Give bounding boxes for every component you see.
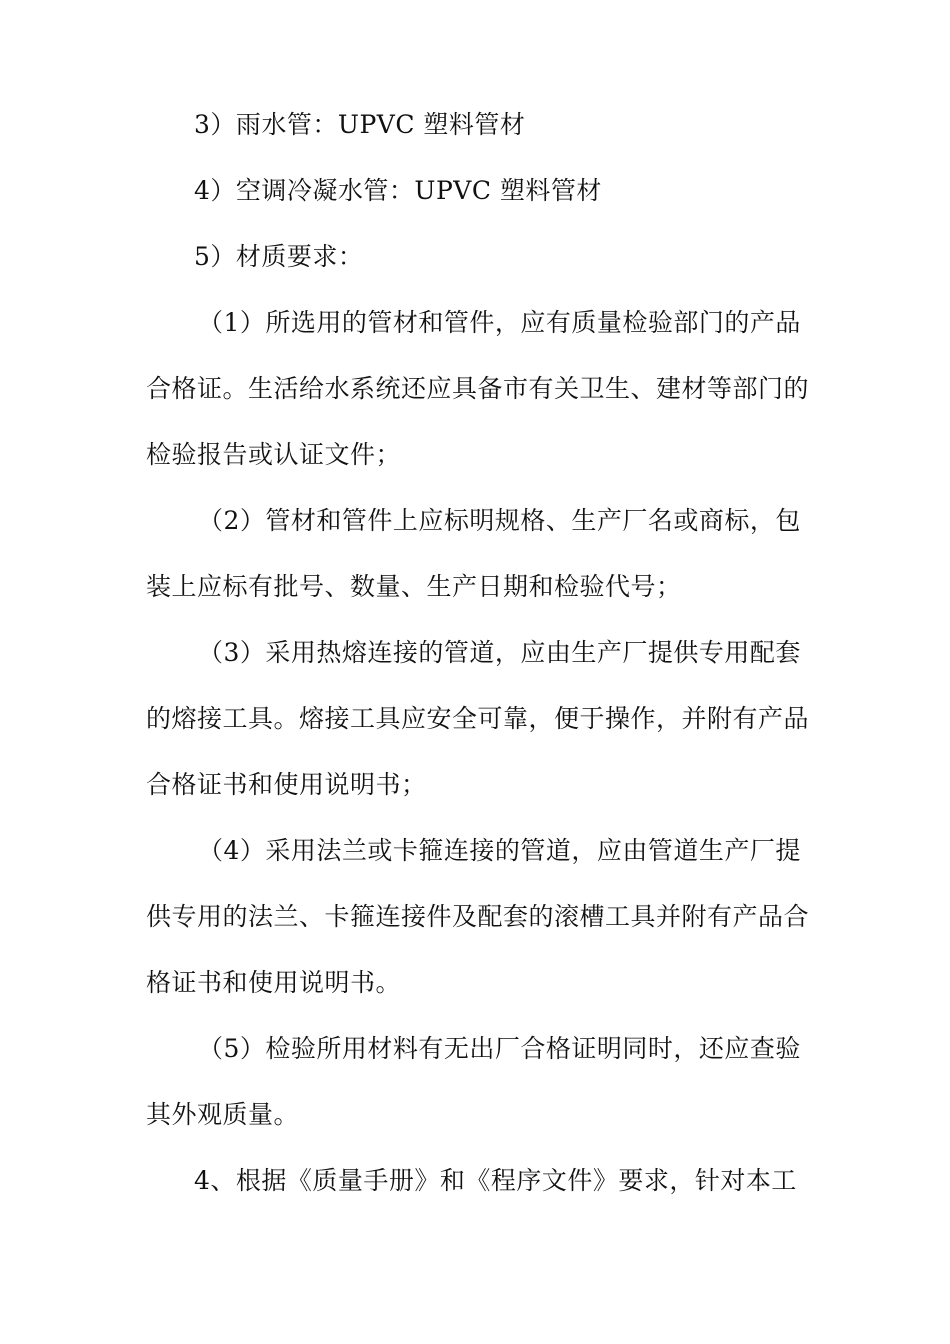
text-line: 合格证。生活给水系统还应具备市有关卫生、建材等部门的 <box>146 374 810 403</box>
text-line: （1）所选用的管材和管件，应有质量检验部门的产品 <box>198 308 801 337</box>
text-line: （4）采用法兰或卡箍连接的管道，应由管道生产厂提 <box>198 836 801 865</box>
text-line: 合格证书和使用说明书； <box>146 770 427 799</box>
text-line: 其外观质量。 <box>146 1100 300 1129</box>
text-line: 5）材质要求： <box>194 242 364 271</box>
text-line: 3）雨水管：UPVC 塑料管材 <box>194 110 526 139</box>
text-line: 4）空调冷凝水管：UPVC 塑料管材 <box>194 176 602 205</box>
text-line: 格证书和使用说明书。 <box>146 968 402 997</box>
text-line: 的熔接工具。熔接工具应安全可靠，便于操作，并附有产品 <box>146 704 810 733</box>
text-line: （2）管材和管件上应标明规格、生产厂名或商标，包 <box>198 506 801 535</box>
text-line: （3）采用热熔连接的管道，应由生产厂提供专用配套 <box>198 638 801 667</box>
text-line: （5）检验所用材料有无出厂合格证明同时，还应查验 <box>198 1034 801 1063</box>
text-line: 4、根据《质量手册》和《程序文件》要求，针对本工 <box>194 1166 797 1195</box>
text-line: 检验报告或认证文件； <box>146 440 402 469</box>
text-line: 装上应标有批号、数量、生产日期和检验代号； <box>146 572 682 601</box>
text-line: 供专用的法兰、卡箍连接件及配套的滚槽工具并附有产品合 <box>146 902 810 931</box>
